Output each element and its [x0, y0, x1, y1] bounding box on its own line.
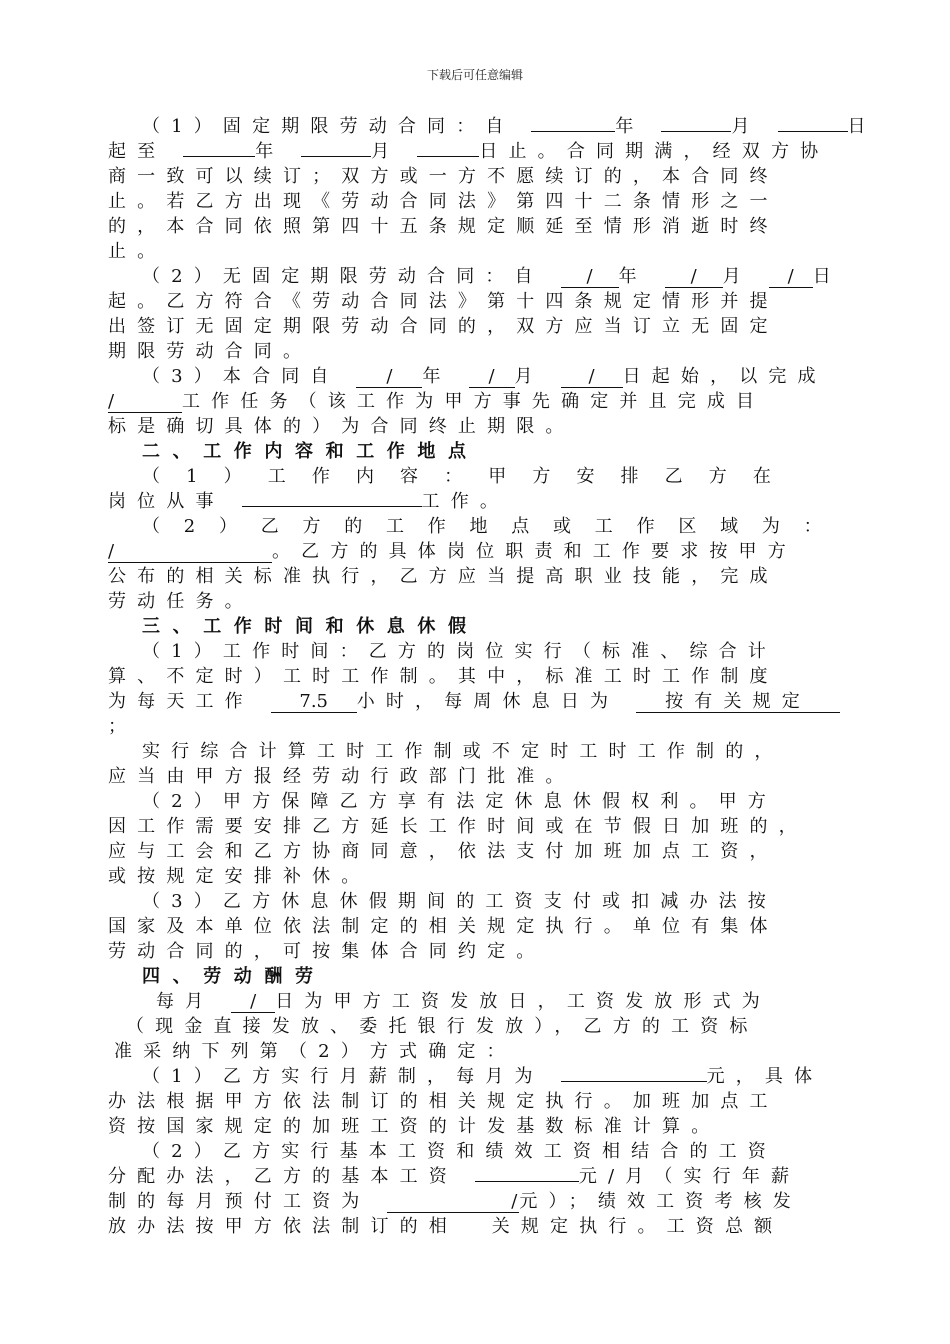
- pay-line-1: 每月 / 日为甲方工资发放日，工资发放形式为: [156, 991, 771, 1012]
- clause-1-line-5: 的，本合同依照第四十五条规定顺延至情形消逝时终: [108, 216, 779, 237]
- work-place-line-3: 公布的相关标准执行，乙方应当提高职业技能，完成: [108, 566, 779, 587]
- work-content-line-1: （1）工作内容：甲方安排乙方在: [142, 466, 797, 487]
- work-content-line-2: 岗位从事 工作。: [108, 491, 510, 512]
- pay-line-3: 准采纳下列第（2）方式确定：: [114, 1041, 516, 1062]
- page-header: 下载后可任意编辑: [426, 68, 523, 82]
- clause-2-line-2: 起。乙方符合《劳动合同法》第十四条规定情形并提: [108, 291, 779, 312]
- clause-1-line-6: 止。: [108, 241, 167, 262]
- rest-line-4: 或按规定安排补休。: [108, 866, 371, 887]
- work-time-line-4: ；: [108, 716, 138, 737]
- work-place-line-1: （2）乙方的工作地点或工作区域为：: [142, 516, 846, 537]
- leave-pay-line-1: （3）乙方休息休假期间的工资支付或扣减办法按: [142, 891, 777, 912]
- pay-line-2: （现金直接发放、委托银行发放），乙方的工资标: [126, 1016, 759, 1037]
- work-place-line-2: / 。乙方的具体岗位职责和工作要求按甲方: [108, 541, 797, 562]
- work-time-line-3: 为每天工作 7.5 小时，每周休息日为 按有关规定: [108, 689, 860, 714]
- clause-1-line-3: 商一致可以续订；双方或一方不愿续订的，本合同终: [108, 166, 779, 187]
- section-4-title: 四、劳动酬劳: [142, 966, 326, 987]
- mixed-pay-line-2: 分配办法，乙方的基本工资 元/月（实行年薪: [108, 1166, 801, 1187]
- work-place-line-4: 劳动任务。: [108, 591, 254, 612]
- monthly-pay-line-3: 资按国家规定的加班工资的计发基数标准计算。: [108, 1116, 721, 1137]
- rest-line-1: （2）甲方保障乙方享有法定休息休假权利。甲方: [142, 791, 777, 812]
- clause-1-line-2: 起至 年 月 日止。合同期满，经双方协: [108, 141, 830, 162]
- clause-3-line-1: （3）本合同自 / 年 / 月 / 日起始，以完成: [142, 366, 827, 387]
- leave-pay-line-3: 劳动合同的，可按集体合同约定。: [108, 941, 546, 962]
- clause-3-line-2: / 工作任务（该工作为甲方事先确定并且完成目: [108, 391, 766, 412]
- mixed-pay-line-4: 放办法按甲方依法制订的相 关规定执行。工资总额: [108, 1216, 784, 1237]
- mixed-pay-line-3: 制的每月预付工资为 / 元）；绩效工资考核发: [108, 1191, 802, 1212]
- clause-3-line-3: 标是确切具体的）为合同终止期限。: [108, 416, 575, 437]
- work-time-line-5: 实行综合计算工时工作制或不定时工时工作制的，: [142, 741, 784, 762]
- work-time-line-1: （1）工作时间：乙方的岗位实行（标准、综合计: [142, 641, 777, 662]
- rest-line-2: 因工作需要安排乙方延长工作时间或在节假日加班的，: [108, 816, 808, 837]
- section-2-title: 二、工作内容和工作地点: [142, 441, 479, 462]
- clause-1-line-4: 止。若乙方出现《劳动合同法》第四十二条情形之一: [108, 191, 779, 212]
- clause-2-line-4: 期限劳动合同。: [108, 341, 313, 362]
- clause-2-line-1: （2）无固定期限劳动合同：自 / 年 / 月 / 日: [142, 266, 842, 287]
- clause-2-line-3: 出签订无固定期限劳动合同的，双方应当订立无固定: [108, 316, 779, 337]
- clause-1-line-1: （1）固定期限劳动合同：自 年 月 日: [142, 116, 877, 137]
- monthly-pay-line-1: （1）乙方实行月薪制，每月为 元，具体: [142, 1066, 824, 1087]
- work-time-line-2: 算、不定时）工时工作制。其中，标准工时工作制度: [108, 666, 779, 687]
- mixed-pay-line-1: （2）乙方实行基本工资和绩效工资相结合的工资: [142, 1141, 777, 1162]
- monthly-pay-line-2: 办法根据甲方依法制订的相关规定执行。加班加点工: [108, 1091, 779, 1112]
- section-3-title: 三、工作时间和休息休假: [142, 616, 479, 637]
- rest-line-3: 应与工会和乙方协商同意，依法支付加班加点工资，: [108, 841, 779, 862]
- leave-pay-line-2: 国家及本单位依法制定的相关规定执行。单位有集体: [108, 916, 779, 937]
- work-time-line-6: 应当由甲方报经劳动行政部门批准。: [108, 766, 575, 787]
